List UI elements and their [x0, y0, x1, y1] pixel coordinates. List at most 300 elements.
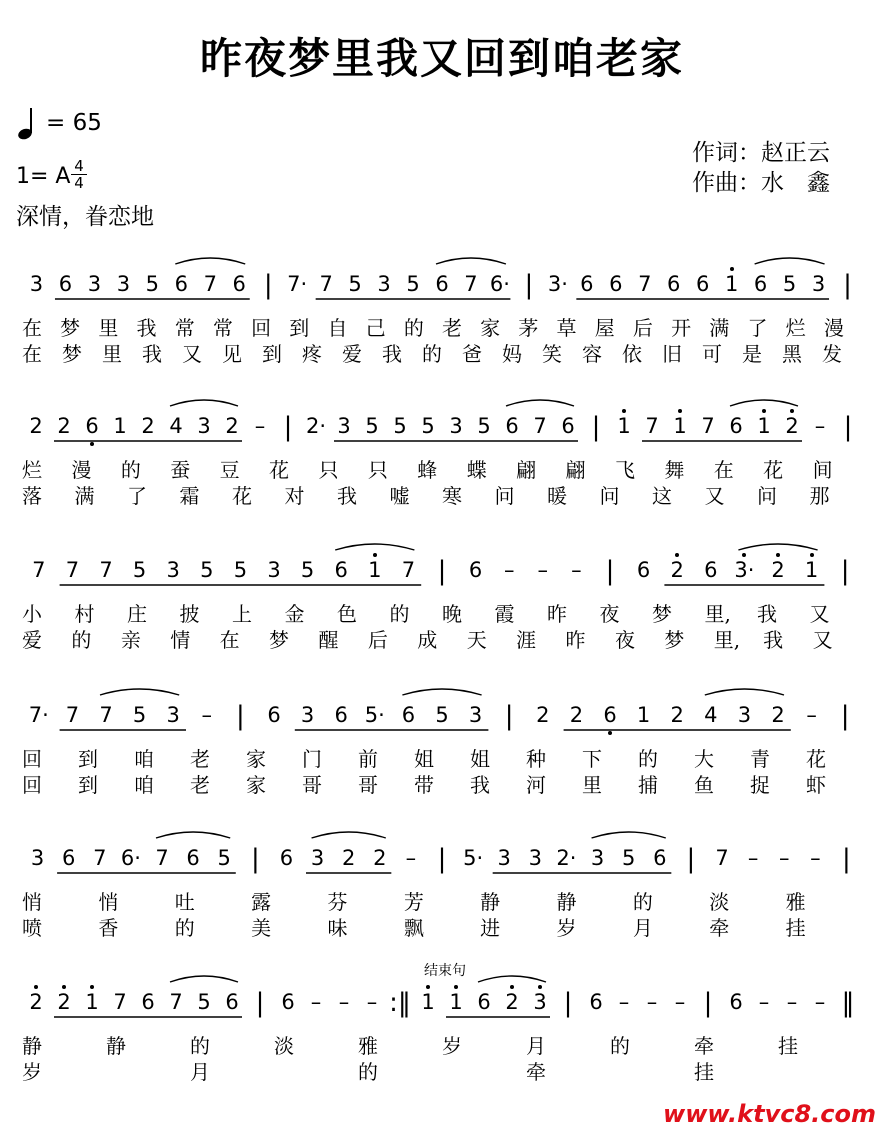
note: 3 — [166, 558, 180, 582]
note: 5 — [435, 703, 449, 727]
lyric-syllable: 哥 — [358, 773, 378, 797]
note: 7 — [169, 990, 183, 1014]
lyric-syllable: 梦 — [664, 628, 685, 652]
barline: | — [843, 412, 853, 442]
lyric-syllable: 悄 — [22, 890, 42, 914]
note: 2· — [305, 414, 327, 438]
note: 1 — [113, 414, 127, 438]
note: 7· — [287, 272, 308, 296]
lyric-syllable: 见 — [222, 342, 242, 366]
barline: | — [703, 988, 713, 1018]
lyric-syllable: 的 — [422, 342, 442, 366]
lyric-syllable: 种 — [526, 747, 546, 771]
lyric-syllable: 爸 — [462, 342, 482, 366]
lyric-syllable: 只 — [318, 458, 339, 482]
lyric-syllable: 香 — [98, 916, 119, 940]
lyric-syllable: 漫 — [71, 458, 92, 482]
lyric-syllable: 霞 — [494, 602, 515, 626]
lyric-syllable: 悄 — [98, 890, 119, 914]
lyric-syllable: 回 — [22, 773, 42, 797]
note: 2 — [141, 414, 155, 438]
note: 7 — [464, 272, 478, 296]
lyric-syllable: 月 — [190, 1060, 210, 1084]
expression-marking: 深情，眷恋地 — [16, 204, 154, 230]
note: – — [806, 703, 817, 727]
note: – — [254, 414, 266, 438]
lyric-syllable: 上 — [232, 602, 252, 626]
note: 2 — [670, 558, 684, 582]
note: 5 — [197, 990, 211, 1014]
lyric-syllable: 雅 — [785, 890, 806, 914]
lyric-syllable: 只 — [367, 458, 388, 482]
lyric-syllable: 后 — [367, 628, 388, 652]
lyric-syllable: 旧 — [662, 342, 682, 366]
note: – — [503, 558, 515, 582]
lyric-syllable: 涯 — [516, 628, 537, 652]
barline: | — [605, 556, 615, 586]
lyric-syllable: 妈 — [502, 342, 522, 366]
note: 1 — [757, 414, 771, 438]
lyric-syllable: 亲 — [120, 628, 141, 652]
note: 7 — [533, 414, 547, 438]
note: 5· — [364, 703, 385, 727]
lyric-syllable: 豆 — [219, 458, 240, 482]
lyric-syllable: 的 — [190, 1034, 210, 1058]
note: 6· — [120, 846, 141, 870]
lyric-syllable: 翩 — [565, 458, 586, 482]
note: – — [646, 990, 658, 1014]
lyric-syllable: 天 — [466, 628, 487, 652]
note: 5 — [132, 558, 147, 582]
lyric-syllable: 蚕 — [170, 458, 191, 482]
note: 1 — [636, 703, 651, 727]
lyric-syllable: 自 — [327, 316, 348, 340]
lyric-syllable: 容 — [582, 342, 602, 366]
lyric-syllable: 嘘 — [389, 484, 410, 508]
lyric-syllable: 落 — [22, 484, 42, 508]
note: 3 — [310, 846, 325, 870]
lyric-syllable: 夜 — [599, 602, 620, 626]
note: 1 — [449, 990, 463, 1014]
lyric-syllable: 淡 — [709, 890, 730, 914]
lyric-syllable: 味 — [327, 916, 348, 940]
note: 6 — [85, 414, 99, 438]
note: 3 — [528, 846, 543, 870]
note: 2 — [569, 703, 584, 727]
note: 3 — [87, 272, 102, 296]
note: 6 — [667, 272, 681, 296]
lyric-syllable: 的 — [389, 602, 410, 626]
note: – — [758, 990, 770, 1014]
lyric-syllable: 对 — [284, 484, 305, 508]
lyric-syllable: 爱 — [22, 628, 42, 652]
lyric-syllable: 岁 — [22, 1060, 42, 1084]
lyric-syllable: 花 — [806, 747, 826, 771]
note: 2 — [505, 990, 519, 1014]
lyric-syllable: 寒 — [442, 484, 462, 508]
lyric-syllable: 蝶 — [466, 458, 487, 482]
barline: :‖ — [389, 988, 411, 1018]
lyric-syllable: 依 — [622, 342, 642, 366]
note: 2 — [785, 414, 799, 438]
lyric-syllable: 己 — [365, 316, 386, 340]
lyric-syllable: 的 — [174, 916, 195, 940]
lyric-syllable: 姐 — [414, 747, 434, 771]
note: 3 — [449, 414, 463, 438]
lyric-syllable: 挂 — [778, 1034, 798, 1058]
note: 6 — [653, 846, 667, 870]
lyric-syllable: 了 — [127, 484, 147, 508]
note: – — [366, 990, 378, 1014]
lyric-syllable: 飘 — [403, 916, 424, 940]
lyric-syllable: 梦 — [269, 628, 290, 652]
lyric-syllable: 蜂 — [417, 458, 438, 482]
note: 7 — [32, 558, 46, 582]
note: 6 — [636, 558, 651, 582]
note: 4 — [169, 414, 183, 438]
lyric-syllable: 老 — [190, 773, 210, 797]
lyric-syllable: 进 — [480, 916, 501, 940]
lyric-syllable: 虾 — [806, 773, 826, 797]
lyric-syllable: 姐 — [470, 747, 490, 771]
lyric-syllable: 门 — [302, 747, 322, 771]
lyric-syllable: 里, — [704, 602, 731, 626]
lyric-syllable: 在 — [22, 316, 42, 340]
lyric-syllable: 里 — [98, 316, 119, 340]
lyric-syllable: 家 — [480, 316, 501, 340]
note: 6 — [729, 414, 743, 438]
lyric-syllable: 雅 — [358, 1034, 378, 1058]
note: 1 — [804, 558, 819, 582]
lyric-syllable: 飞 — [614, 458, 635, 482]
note: 5 — [233, 558, 248, 582]
note: 5 — [365, 414, 379, 438]
note: 3 — [590, 846, 605, 870]
note: 5 — [348, 272, 362, 296]
note: – — [786, 990, 798, 1014]
note: 7 — [65, 558, 80, 582]
note: 7 — [715, 846, 729, 870]
barline: | — [255, 988, 265, 1018]
lyric-syllable: 草 — [556, 316, 577, 340]
lyric-syllable: 的 — [638, 747, 658, 771]
lyric-syllable: 岁 — [556, 916, 577, 940]
barline: | — [842, 844, 851, 874]
ending-label: 结束句 — [424, 963, 466, 979]
note: 6 — [477, 990, 491, 1014]
lyric-syllable: 的 — [358, 1060, 378, 1084]
lyric-syllable: 在 — [713, 458, 734, 482]
lyric-syllable: 满 — [74, 484, 95, 508]
lyric-syllable: 里, — [713, 628, 741, 652]
note: – — [747, 846, 759, 870]
note: 6 — [334, 703, 348, 727]
lyric-syllable: 静 — [22, 1034, 42, 1058]
lyric-syllable: 芬 — [327, 890, 348, 914]
note: 1 — [85, 990, 99, 1014]
lyricist-credit: 作词：赵正云 — [692, 140, 830, 166]
lyric-syllable: 的 — [632, 890, 653, 914]
note: 5 — [406, 272, 420, 296]
note: – — [778, 846, 790, 870]
note: 2 — [57, 990, 71, 1014]
lyric-syllable: 村 — [74, 602, 95, 626]
note: 3 — [116, 272, 131, 296]
lyric-syllable: 满 — [709, 316, 730, 340]
lyric-syllable: 静 — [106, 1034, 126, 1058]
lyric-syllable: 带 — [414, 773, 434, 797]
lyric-syllable: 花 — [269, 458, 290, 482]
note: 5 — [477, 414, 491, 438]
note: 6 — [141, 990, 155, 1014]
lyric-syllable: 我 — [470, 773, 490, 797]
lyric-syllable: 烂 — [785, 316, 806, 340]
lyric-syllable: 月 — [632, 916, 653, 940]
note: 7 — [65, 703, 80, 727]
note: 1 — [368, 558, 382, 582]
lyric-syllable: 夜 — [614, 628, 635, 652]
note: 6 — [58, 272, 73, 296]
barline: | — [250, 844, 260, 874]
lyric-syllable: 的 — [120, 458, 141, 482]
lyric-syllable: 开 — [671, 316, 692, 340]
barline: | — [840, 701, 850, 731]
lyric-syllable: 花 — [232, 484, 252, 508]
note: 1 — [673, 414, 687, 438]
note: 7 — [319, 272, 333, 296]
note: 3 — [30, 846, 45, 870]
note: 1 — [617, 414, 631, 438]
lyric-syllable: 回 — [22, 747, 42, 771]
lyric-syllable: 我 — [337, 484, 357, 508]
lyric-syllable: 月 — [526, 1034, 546, 1058]
note: – — [201, 703, 213, 727]
lyric-syllable: 梦 — [60, 316, 81, 340]
note: 6 — [603, 703, 617, 727]
note: 6 — [609, 272, 623, 296]
lyric-syllable: 牵 — [694, 1034, 714, 1058]
barline: | — [686, 844, 696, 874]
barline: | — [524, 270, 534, 300]
note: 3 — [29, 272, 44, 296]
note: 2 — [670, 703, 684, 727]
note: 6 — [704, 558, 718, 582]
barline: | — [283, 412, 293, 442]
lyric-syllable: 老 — [442, 316, 462, 340]
note: 3 — [337, 414, 351, 438]
note: 7· — [28, 703, 49, 727]
lyric-syllable: 梦 — [62, 342, 82, 366]
lyric-syllable: 咱 — [134, 773, 154, 797]
note: 2 — [341, 846, 356, 870]
note: 6 — [589, 990, 603, 1014]
lyric-syllable: 醒 — [318, 628, 339, 652]
lyric-syllable: 花 — [763, 458, 784, 482]
note: – — [338, 990, 350, 1014]
key-signature: 1= A — [16, 164, 71, 189]
lyric-syllable: 里 — [582, 773, 602, 797]
slur-arc — [170, 976, 238, 982]
lyric-syllable: 晚 — [442, 602, 462, 626]
note: 3 — [300, 703, 315, 727]
note: 7 — [645, 414, 659, 438]
lyric-syllable: 到 — [78, 747, 98, 771]
lyric-syllable: 屋 — [594, 316, 615, 340]
time-sig-top: 4 — [74, 157, 84, 175]
lyric-syllable: 是 — [742, 342, 762, 366]
lyric-syllable: 间 — [812, 458, 833, 482]
lyric-syllable: 家 — [246, 747, 266, 771]
note: 2 — [29, 990, 43, 1014]
lyric-syllable: 我 — [382, 342, 402, 366]
lyric-syllable: 下 — [582, 747, 602, 771]
lyric-syllable: 捉 — [750, 773, 770, 797]
note: 5 — [782, 272, 797, 296]
note: 7 — [99, 558, 113, 582]
note: 2 — [373, 846, 387, 870]
lyric-syllable: 问 — [599, 484, 620, 508]
note: 1 — [724, 272, 739, 296]
note: 6 — [267, 703, 281, 727]
note: – — [814, 414, 826, 438]
note: 7 — [701, 414, 715, 438]
lyric-syllable: 又 — [812, 628, 833, 652]
note: 6 — [174, 272, 188, 296]
lyric-syllable: 翩 — [516, 458, 537, 482]
note: – — [537, 558, 549, 582]
lyric-syllable: 美 — [251, 916, 272, 940]
note: – — [571, 558, 582, 582]
lyric-syllable: 大 — [694, 747, 714, 771]
note: 7 — [113, 990, 127, 1014]
barline: | — [437, 556, 447, 586]
note: 2 — [57, 414, 71, 438]
lyric-syllable: 茅 — [518, 316, 539, 340]
lyric-syllable: 鱼 — [694, 773, 714, 797]
note: 6 — [334, 558, 348, 582]
lyric-syllable: 露 — [251, 890, 272, 914]
note: 2 — [771, 703, 785, 727]
lyric-syllable: 河 — [526, 773, 546, 797]
lyric-syllable: 又 — [809, 602, 830, 626]
lyric-syllable: 岁 — [442, 1034, 462, 1058]
note: 7 — [93, 846, 107, 870]
note: 6 — [753, 272, 768, 296]
lyric-syllable: 舞 — [664, 458, 685, 482]
lyric-syllable: 梦 — [652, 602, 672, 626]
lyric-syllable: 捕 — [638, 773, 658, 797]
note: 6· — [489, 272, 510, 296]
note: 7 — [401, 558, 416, 582]
lyric-syllable: 常 — [174, 316, 195, 340]
barline: | — [843, 270, 852, 300]
lyric-syllable: 牵 — [709, 916, 730, 940]
note: 3 — [737, 703, 752, 727]
lyric-syllable: 家 — [246, 773, 266, 797]
note: 6 — [279, 846, 294, 870]
note: 3· — [547, 272, 568, 296]
lyric-syllable: 又 — [182, 342, 202, 366]
lyric-syllable: 披 — [179, 602, 200, 626]
lyric-syllable: 黑 — [782, 342, 802, 366]
barline: | — [563, 988, 573, 1018]
lyric-syllable: 昨 — [565, 628, 586, 652]
lyric-syllable: 爱 — [342, 342, 362, 366]
note: – — [405, 846, 417, 870]
note: 5 — [217, 846, 231, 870]
lyric-syllable: 前 — [358, 747, 378, 771]
lyric-syllable: 烂 — [22, 458, 42, 482]
note: 2 — [225, 414, 239, 438]
lyric-syllable: 小 — [22, 602, 42, 626]
note: 6 — [729, 990, 743, 1014]
note: 1 — [421, 990, 435, 1014]
note: 6 — [401, 703, 416, 727]
lyric-syllable: 在 — [22, 342, 42, 366]
note: 3 — [497, 846, 511, 870]
note: 2· — [556, 846, 577, 870]
lyric-syllable: 后 — [632, 316, 653, 340]
note: 6 — [561, 414, 575, 438]
lyric-syllable: 霜 — [179, 484, 200, 508]
note: 3 — [468, 703, 483, 727]
note: 2 — [536, 703, 550, 727]
lyric-syllable: 色 — [337, 602, 357, 626]
barline: | — [263, 270, 273, 300]
lyric-syllable: 发 — [822, 342, 842, 366]
note: 6 — [580, 272, 594, 296]
lyric-syllable: 笑 — [542, 342, 562, 366]
note: 3 — [377, 272, 391, 296]
lyric-syllable: 挂 — [785, 916, 806, 940]
note: 7 — [638, 272, 652, 296]
note: 5 — [421, 414, 435, 438]
lyric-syllable: 庄 — [127, 602, 147, 626]
page-title: 昨夜梦里我又回到咱老家 — [199, 34, 684, 83]
lyric-syllable: 芳 — [403, 890, 424, 914]
note: 6 — [435, 272, 449, 296]
lyric-syllable: 成 — [417, 628, 438, 652]
lyric-syllable: 吐 — [174, 890, 195, 914]
note: 6 — [61, 846, 76, 870]
note: 6 — [696, 272, 710, 296]
lyric-syllable: 疼 — [302, 342, 322, 366]
lyric-syllable: 可 — [702, 342, 722, 366]
note: – — [310, 990, 322, 1014]
note: 2 — [771, 558, 785, 582]
note: 5 — [621, 846, 636, 870]
lyric-syllable: 静 — [480, 890, 501, 914]
note: – — [810, 846, 821, 870]
watermark: www.ktvc8.com — [663, 1100, 876, 1128]
lyric-syllable: 问 — [757, 484, 777, 508]
note: 3· — [734, 558, 755, 582]
lyric-syllable: 我 — [142, 342, 162, 366]
lyric-syllable: 问 — [494, 484, 515, 508]
lyric-syllable: 我 — [757, 602, 777, 626]
note: 6 — [281, 990, 295, 1014]
lyric-syllable: 这 — [652, 484, 672, 508]
note: 5 — [200, 558, 214, 582]
slur-arc — [478, 976, 546, 982]
note: 6 — [232, 272, 246, 296]
lyric-syllable: 到 — [78, 773, 98, 797]
note: 6 — [505, 414, 519, 438]
note: 5 — [145, 272, 160, 296]
time-sig-bottom: 4 — [74, 174, 84, 192]
lyric-syllable: 暖 — [547, 484, 567, 508]
lyric-syllable: 常 — [212, 316, 233, 340]
